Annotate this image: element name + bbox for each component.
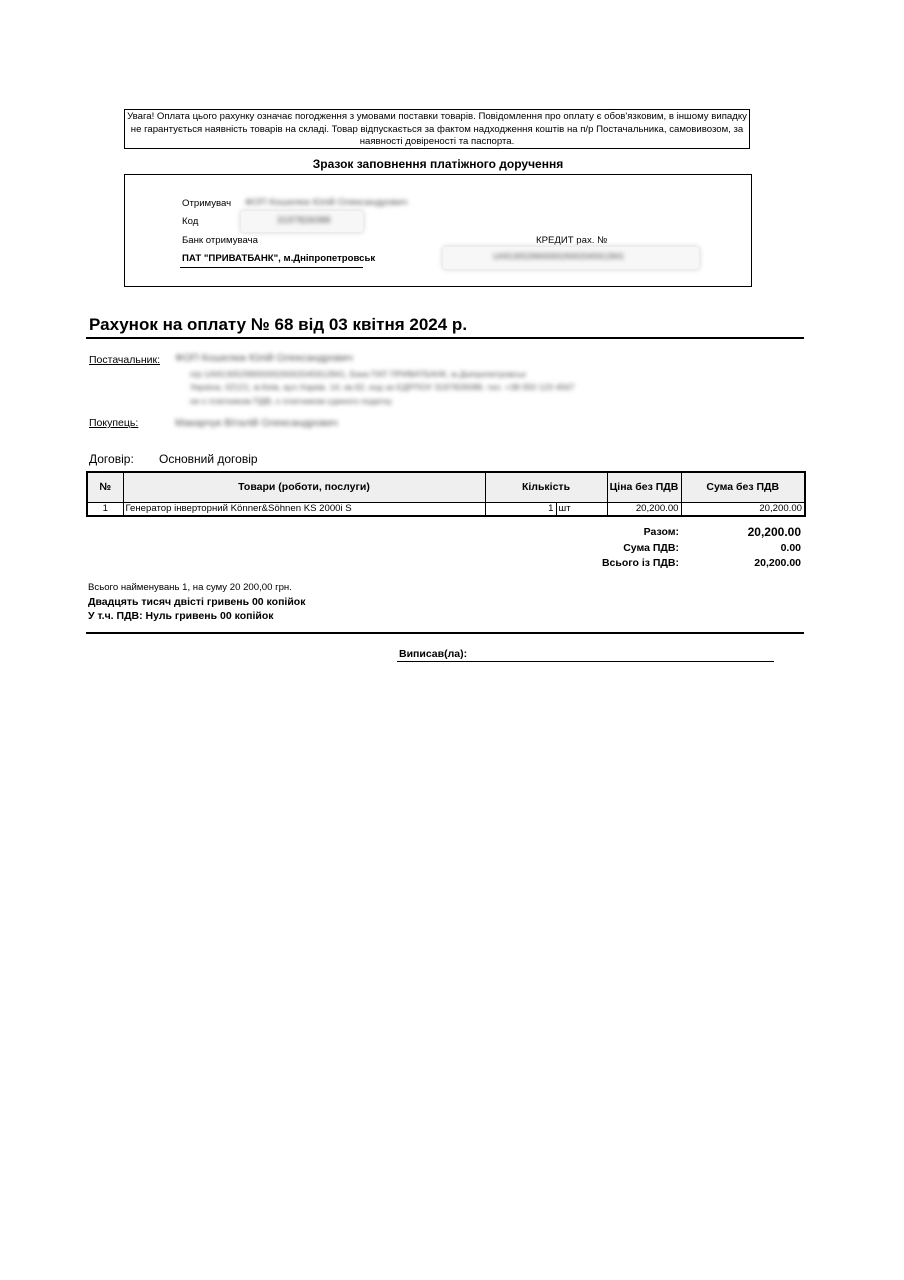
title-rule — [86, 337, 804, 339]
header-price: Ціна без ПДВ — [607, 472, 681, 503]
subtotal-value: 20,200.00 — [747, 525, 801, 539]
table-header-row — [87, 472, 805, 503]
subtotal-label: Разом: — [643, 526, 679, 538]
vat-label: Сума ПДВ: — [623, 542, 679, 554]
supplier-detail-2: Україна, 02121, м.Київ, вул.Харків. 14, кв.62, код за ЄДРПОУ 3197826088, тел. +38 050 123 4567 — [190, 382, 575, 392]
total-value: 20,200.00 — [754, 557, 801, 569]
buyer-name: Макарчук Віталій Олександрович — [175, 417, 338, 429]
notice-line-3: наявності довіреності та паспорта. — [359, 136, 515, 147]
sample-payment-box — [124, 174, 752, 287]
signed-by-label: Виписав(ла): — [399, 648, 468, 660]
row-sum: 20,200.00 — [681, 503, 805, 517]
row-num: 1 — [87, 503, 123, 517]
invoice-title: Рахунок на оплату № 68 від 03 квітня 2024 р. — [89, 315, 468, 334]
supplier-label: Постачальник: — [89, 354, 161, 366]
header-qty: Кількість — [485, 472, 607, 503]
credit-value: UA913052990000026002045912841 — [493, 252, 625, 261]
signature-line — [397, 661, 774, 662]
table-row — [87, 503, 805, 517]
buyer-label: Покупець: — [89, 417, 139, 429]
row-qty: 1 — [485, 503, 556, 517]
code-field — [241, 211, 363, 232]
recipient-label: Отримувач — [182, 198, 232, 209]
vat-in-words: У т.ч. ПДВ: Нуль гривень 00 копійок — [88, 610, 274, 622]
contract-value: Основний договір — [159, 452, 258, 466]
notice-line-1: Увага! Оплата цього рахунку означає погодження з умовами поставки товарів. Повідомлення про оплату є обов'язковим, в іншому випадку — [127, 111, 747, 122]
bank-label: Банк отримувача — [182, 235, 258, 246]
header-num: № — [87, 472, 123, 503]
payment-notice — [124, 109, 750, 149]
bank-name: ПАТ "ПРИВАТБАНК", м.Дніпропетровськ — [182, 253, 376, 264]
header-goods: Товари (роботи, послуги) — [123, 472, 485, 503]
header-sum: Сума без ПДВ — [681, 472, 805, 503]
total-in-words: Двадцять тисяч двісті гривень 00 копійок — [88, 596, 306, 608]
bank-underline — [180, 267, 363, 268]
total-label: Всього із ПДВ: — [601, 557, 679, 569]
items-count-summary: Всього найменувань 1, на суму 20 200,00 грн. — [88, 582, 292, 593]
supplier-name: ФОП Кошелюк Юлій Олександрович — [175, 352, 353, 364]
summary-rule — [86, 632, 804, 634]
credit-label: КРЕДИТ рах. № — [536, 235, 608, 246]
vat-value: 0.00 — [780, 542, 801, 554]
notice-line-2: не гарантується наявність товарів на складі. Товар відпускається за фактом надходження коштів на п/р Постачальника, самовивозом, за — [130, 123, 744, 135]
recipient-value: ФОП Кошелюк Юлій Олександрович — [245, 197, 408, 208]
sample-title: Зразок заповнення платіжного доручення — [312, 157, 564, 171]
items-table — [86, 471, 806, 517]
code-value: 3197826088 — [277, 215, 331, 226]
contract-label: Договір: — [89, 452, 134, 466]
supplier-detail-3: не є платником ПДВ, є платником єдиного податку — [190, 396, 393, 406]
supplier-detail-1: п/р UA913052990000026002045912841, Банк ПАТ ПРИВАТБАНК, м.Дніпропетровськ — [190, 369, 526, 379]
row-price: 20,200.00 — [607, 503, 681, 517]
credit-field — [443, 247, 699, 269]
row-goods: Генератор інверторний Könner&Söhnen KS 2000i S — [123, 503, 485, 517]
row-unit: шт — [556, 503, 607, 517]
code-label: Код — [182, 216, 199, 227]
